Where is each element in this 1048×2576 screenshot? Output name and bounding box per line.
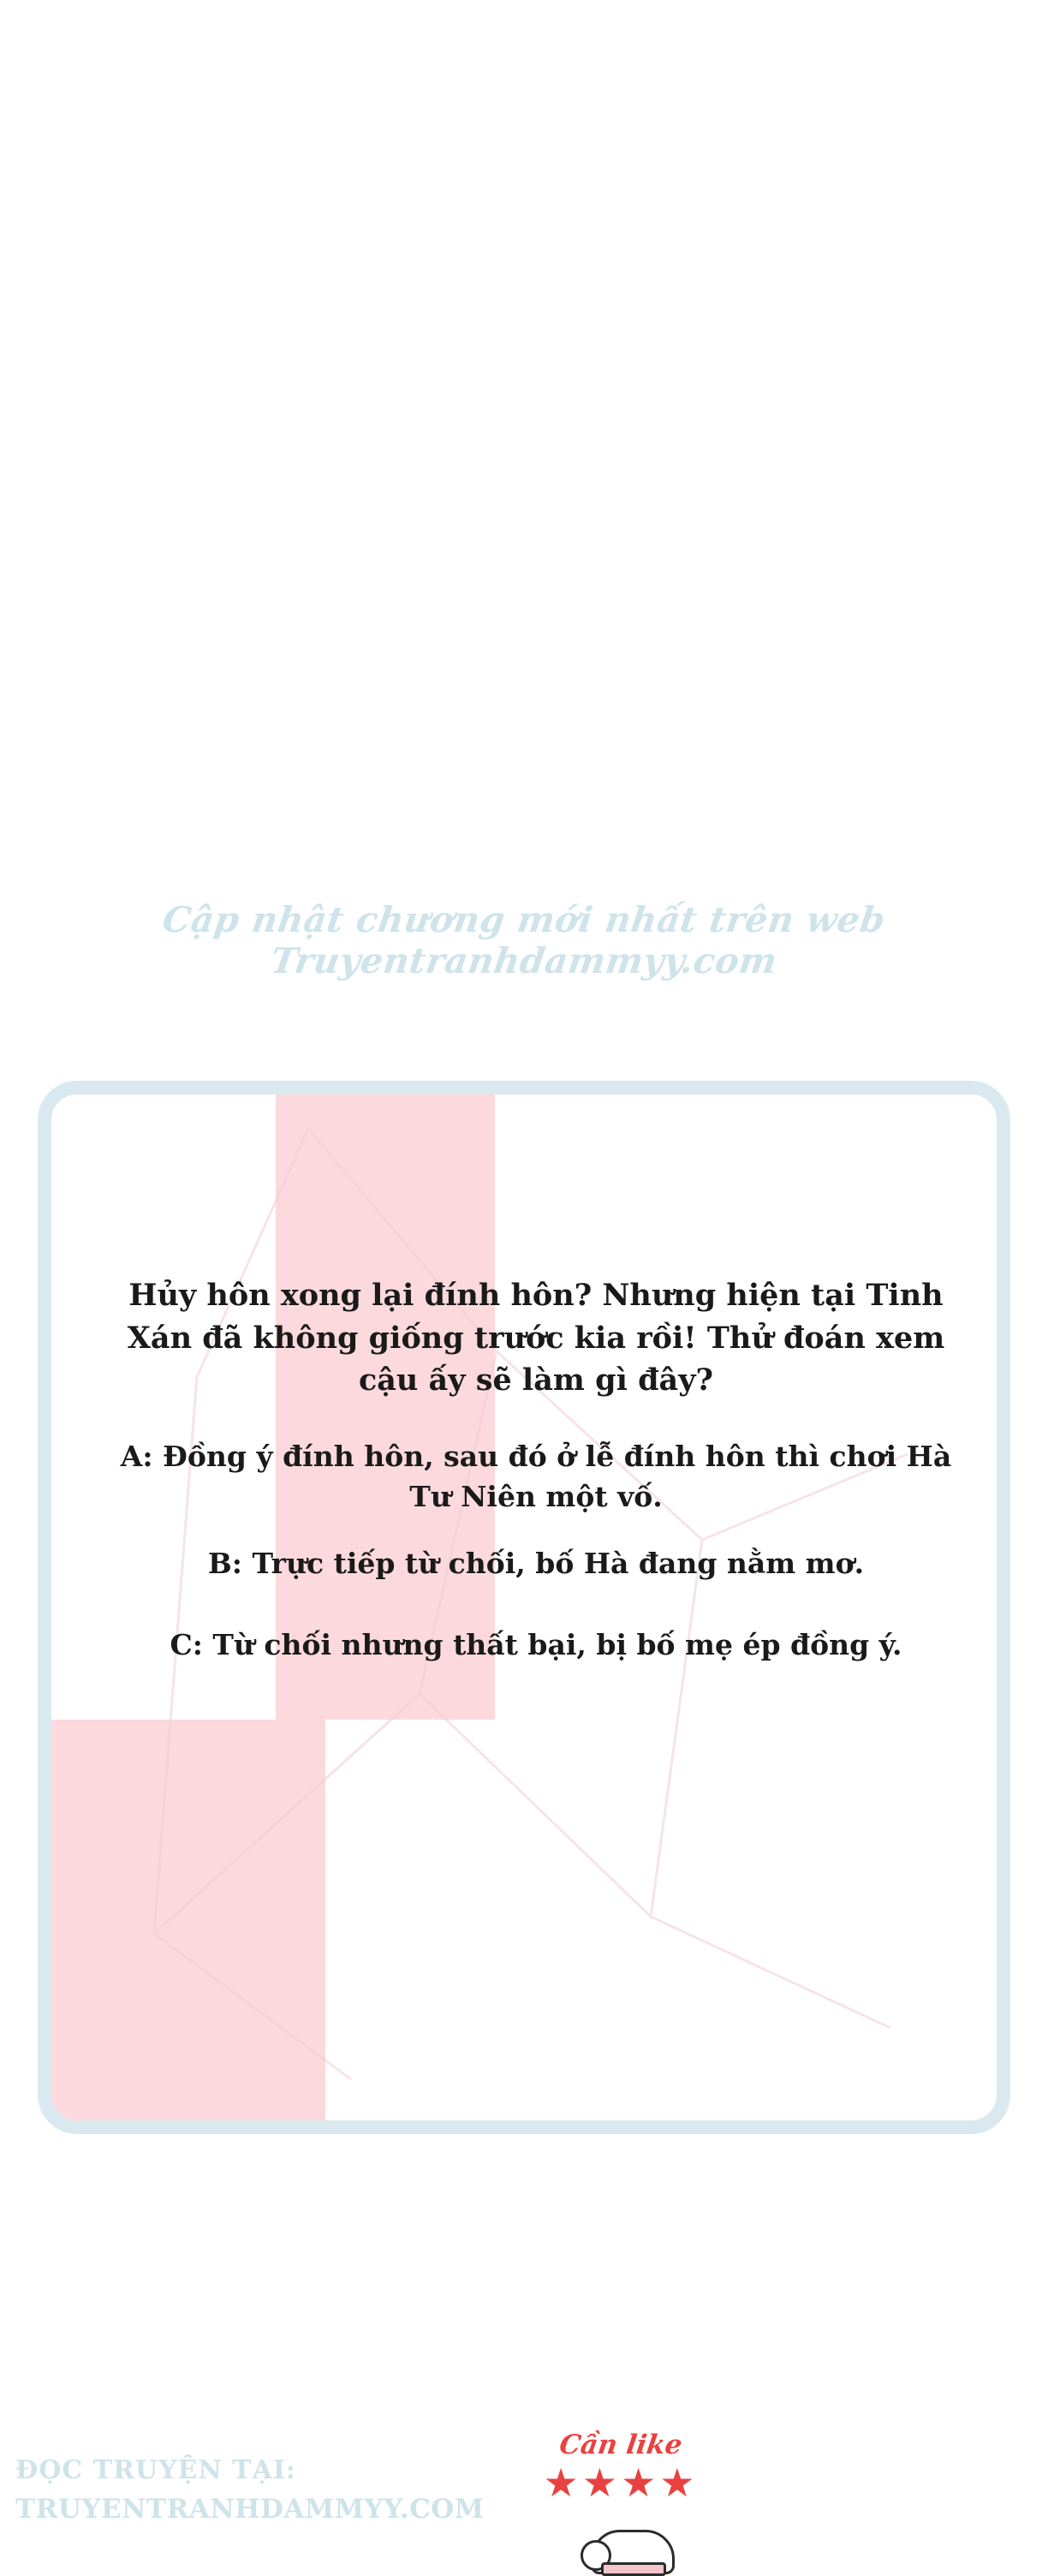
question-panel: [38, 1081, 1010, 2134]
star-rating-icon: ★★★★: [543, 2461, 699, 2505]
panel-inner: [51, 1094, 997, 2120]
option-b: B: Trực tiếp từ chối, bố Hà đang nằm mơ.: [207, 1547, 865, 1580]
option-a: A: Đồng ý đính hôn, sau đó ở lễ đính hôn thì chơi Hà Tư Niên một vố.: [120, 1440, 952, 1513]
watermark-top-line2: Truyentranhdammyy.com: [268, 940, 780, 982]
watermark-top: [0, 899, 1048, 982]
question-text: Hủy hôn xong lại đính hôn? Nhưng hiện tại Tinh Xán đã không giống trước kia rồi! Thử đoán xem cậu ấy sẽ làm gì đây?: [127, 1278, 945, 1398]
footer-watermark-line2: TRUYENTRANHDAMMYY.COM: [15, 2494, 485, 2525]
footer: [0, 2432, 1048, 2569]
hand-cuff: [601, 2562, 666, 2576]
panel-frame: [38, 1081, 1010, 2134]
watermark-top-line1: Cập nhật chương mới nhất trên web: [159, 899, 889, 940]
like-label: Cần like: [557, 2430, 685, 2460]
option-c: C: Từ chối nhưng thất bại, bị bố mẹ ép đồng ý.: [170, 1628, 902, 1661]
footer-watermark-line1: ĐỌC TRUYỆN TẠI:: [15, 2455, 296, 2485]
panel-content: [51, 1094, 997, 2120]
thumbs-up-hand-icon: [581, 2514, 683, 2569]
like-badge: [479, 2432, 762, 2503]
